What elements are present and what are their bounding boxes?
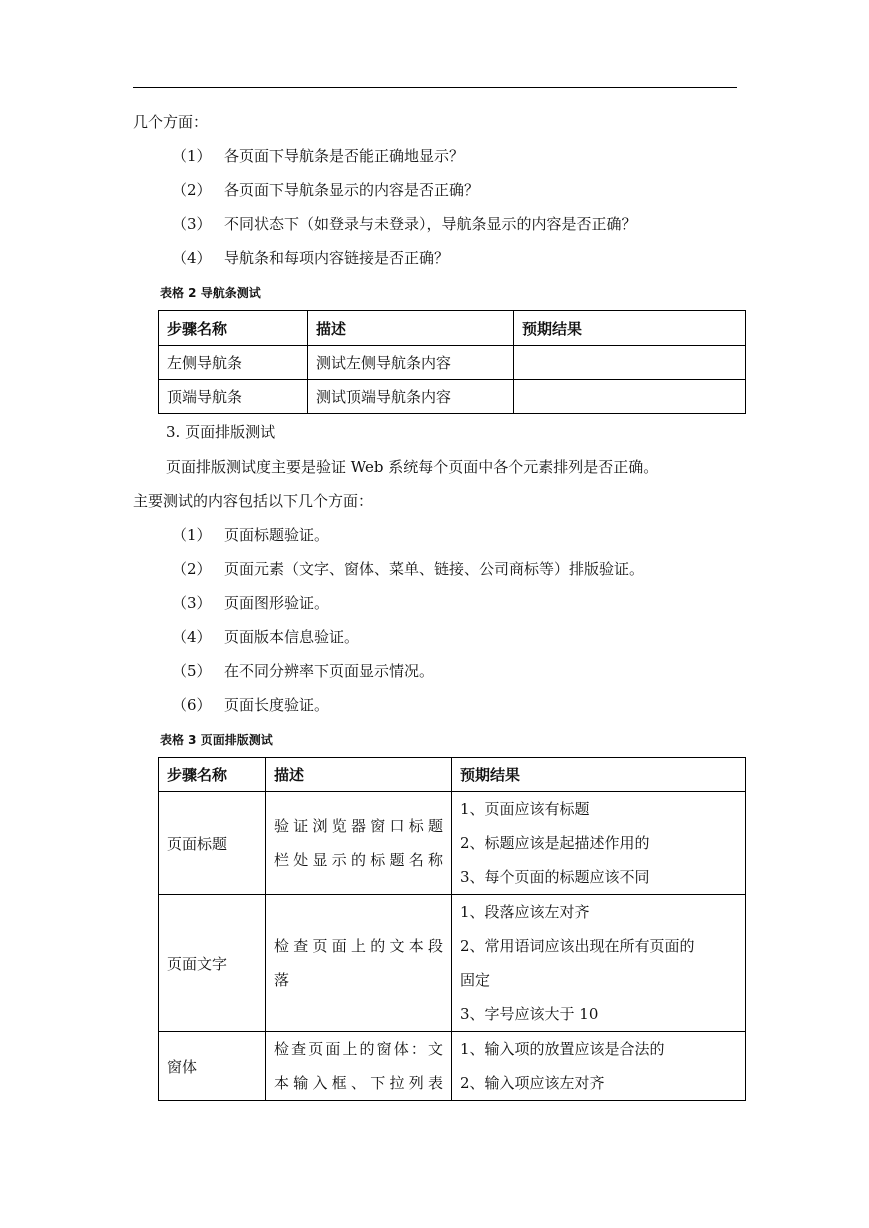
- table-cell: 窗体: [159, 1032, 266, 1101]
- list-number: （3）: [172, 594, 212, 612]
- list-item: [172, 627, 359, 647]
- list-text: 页面标题验证。: [224, 526, 330, 544]
- intro-tail: 几个方面：: [133, 113, 209, 131]
- list-number: （6）: [172, 696, 212, 714]
- cell-line: 2、标题应该是起描述作用的: [460, 834, 650, 852]
- table-header-row: [159, 758, 746, 792]
- list-text: 页面元素（文字、窗体、菜单、链接、公司商标等）排版验证。: [224, 560, 645, 578]
- table-header-cell: 步骤名称: [159, 758, 266, 792]
- cell-line: 固定: [460, 971, 491, 989]
- list-number: （2）: [172, 560, 212, 578]
- table-row: [159, 895, 746, 1032]
- list-item: [172, 559, 644, 579]
- list-number: （4）: [172, 628, 212, 646]
- section-heading: 3. 页面排版测试: [166, 423, 276, 441]
- table-header-cell: 预期结果: [452, 758, 746, 792]
- table-cell: 测试左侧导航条内容: [308, 346, 514, 380]
- table-header-cell: 预期结果: [514, 311, 746, 346]
- list-number: （3）: [172, 215, 212, 233]
- section-paragraph-line: 主要测试的内容包括以下几个方面：: [133, 492, 374, 510]
- table-header-row: [159, 311, 746, 346]
- list-text: 页面版本信息验证。: [224, 628, 360, 646]
- table-cell: [452, 895, 746, 1032]
- cell-line: 2、输入项应该左对齐: [460, 1074, 605, 1092]
- list-item: [172, 248, 449, 268]
- list-item: [172, 525, 329, 545]
- table-cell: [266, 792, 452, 895]
- cell-line: 本输入框、下拉列表: [274, 1074, 443, 1092]
- table-row: [159, 792, 746, 895]
- table2-caption: 表格 2 导航条测试: [160, 286, 261, 300]
- cell-line: 1、段落应该左对齐: [460, 903, 590, 921]
- table-cell: 测试顶端导航条内容: [308, 380, 514, 414]
- cell-line: 检查页面上的窗体：文: [274, 1040, 443, 1058]
- table-cell: 页面标题: [159, 792, 266, 895]
- list-text: 各页面下导航条是否能正确地显示？: [224, 147, 465, 165]
- cell-line: 1、页面应该有标题: [460, 800, 590, 818]
- cell-line: 检查页面上的文本段: [274, 937, 443, 955]
- cell-line: 栏处显示的标题名称: [274, 851, 443, 869]
- cell-line: 3、每个页面的标题应该不同: [460, 868, 650, 886]
- table-header-cell: 描述: [308, 311, 514, 346]
- table-row: [159, 1032, 746, 1101]
- header-rule: [133, 87, 737, 88]
- list-number: （2）: [172, 181, 212, 199]
- cell-line: 落: [274, 971, 290, 989]
- table-cell: 左侧导航条: [159, 346, 308, 380]
- table-cell: [266, 1032, 452, 1101]
- list-text: 页面长度验证。: [224, 696, 330, 714]
- table-header-cell: 描述: [266, 758, 452, 792]
- list-number: （1）: [172, 147, 212, 165]
- cell-line: 1、输入项的放置应该是合法的: [460, 1040, 665, 1058]
- list-item: [172, 661, 434, 681]
- table-cell: [266, 895, 452, 1032]
- table-cell: [514, 380, 746, 414]
- list-item: [172, 593, 329, 613]
- table-cell: 顶端导航条: [159, 380, 308, 414]
- cell-line: 3、字号应该大于 10: [460, 1005, 599, 1023]
- table-row: [159, 346, 746, 380]
- list-item: [172, 214, 637, 234]
- list-number: （5）: [172, 662, 212, 680]
- table-row: [159, 380, 746, 414]
- list-text: 在不同分辨率下页面显示情况。: [224, 662, 435, 680]
- list-number: （4）: [172, 249, 212, 267]
- table2: [158, 310, 746, 414]
- table-cell: [452, 1032, 746, 1101]
- table-header-cell: 步骤名称: [159, 311, 308, 346]
- cell-line: 验证浏览器窗口标题: [274, 817, 443, 835]
- section-paragraph-line: 页面排版测试度主要是验证 Web 系统每个页面中各个元素排列是否正确。: [166, 458, 659, 476]
- list-text: 导航条和每项内容链接是否正确？: [224, 249, 450, 267]
- table-cell: [452, 792, 746, 895]
- list-text: 不同状态下（如登录与未登录），导航条显示的内容是否正确？: [224, 215, 637, 233]
- list-item: [172, 695, 329, 715]
- list-item: [172, 146, 464, 166]
- list-text: 页面图形验证。: [224, 594, 330, 612]
- list-text: 各页面下导航条显示的内容是否正确？: [224, 181, 480, 199]
- cell-line: 2、常用语词应该出现在所有页面的: [460, 937, 695, 955]
- table3-caption: 表格 3 页面排版测试: [160, 733, 273, 747]
- list-item: [172, 180, 479, 200]
- table-cell: 页面文字: [159, 895, 266, 1032]
- table3: [158, 757, 746, 1101]
- list-number: （1）: [172, 526, 212, 544]
- table-cell: [514, 346, 746, 380]
